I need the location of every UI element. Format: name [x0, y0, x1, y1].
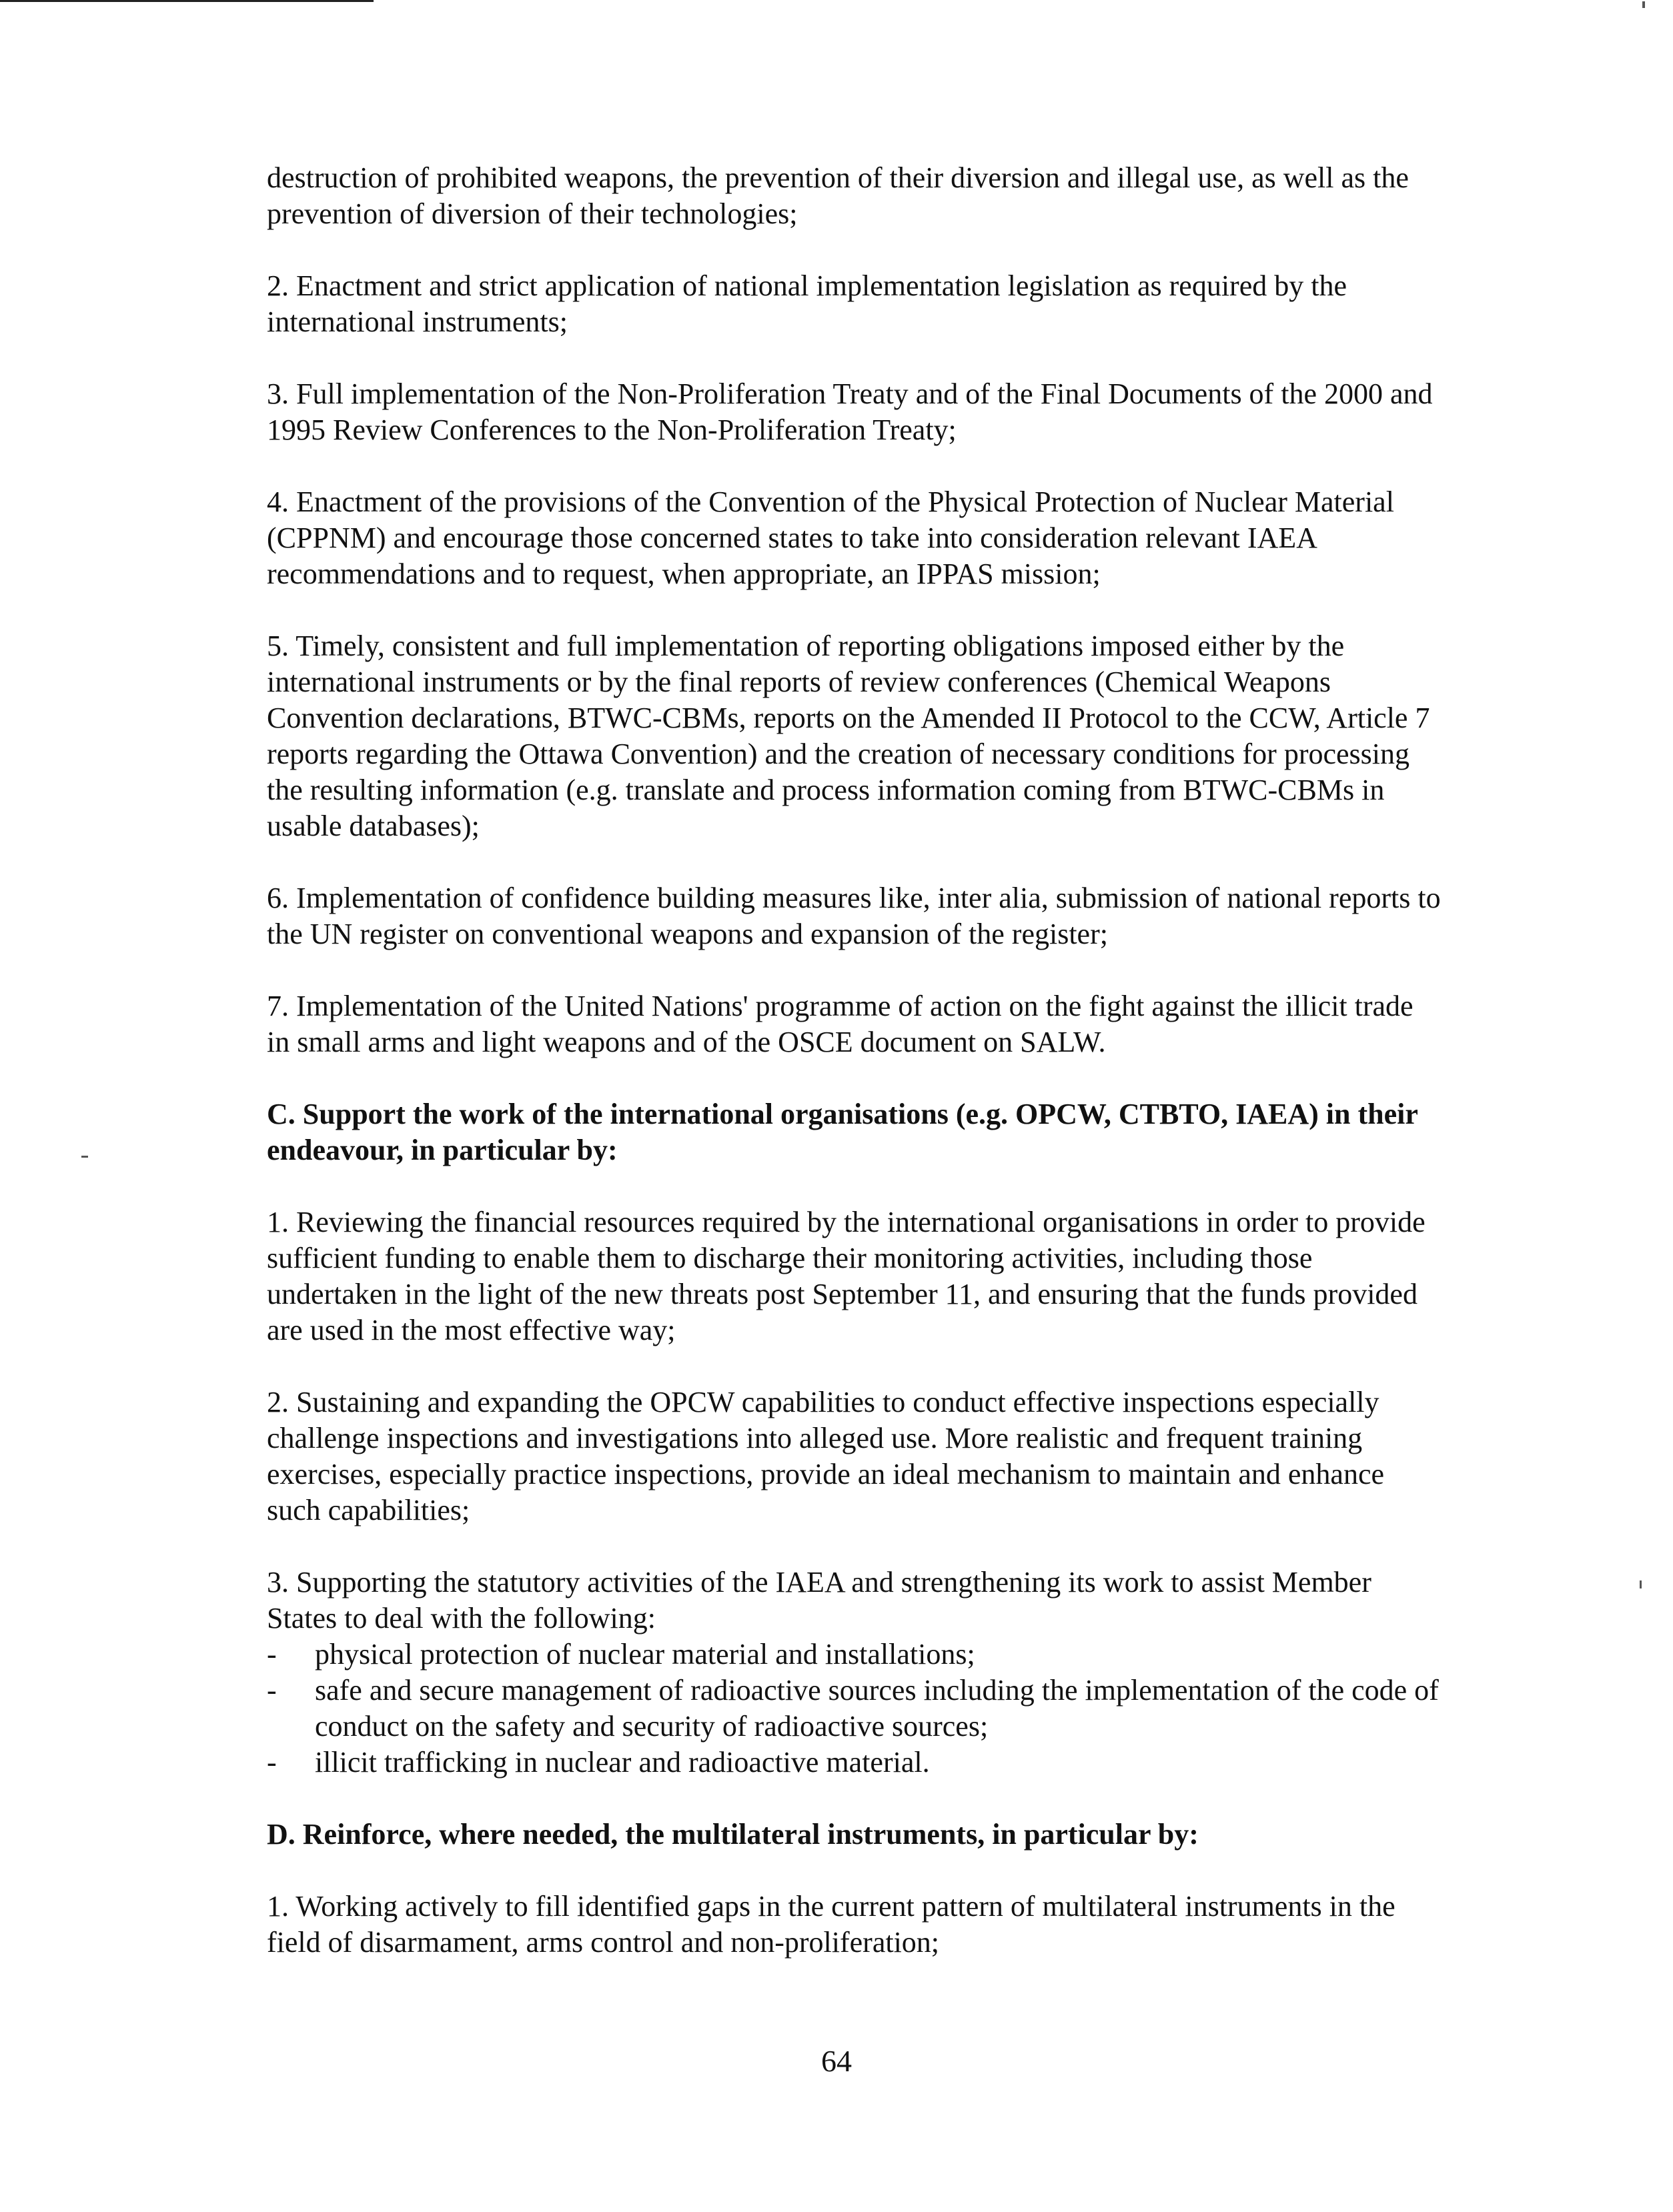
list-item-text: physical protection of nuclear material and installations; [315, 1638, 975, 1671]
list-item-text: illicit trafficking in nuclear and radioactive material. [315, 1746, 930, 1779]
paragraph-b7: 7. Implementation of the United Nations' programme of action on the fight against the illicit trade in small arms and light weapons and of the OSCE document on SALW. [267, 990, 1414, 1058]
paragraph-d1: 1. Working actively to fill identified gaps in the current pattern of multilateral instruments in the field of disarmament, arms control and non-proliferation; [267, 1890, 1396, 1959]
scan-speck [1640, 1580, 1642, 1588]
paragraph-b4: 4. Enactment of the provisions of the Convention of the Physical Protection of Nuclear Material (CPPNM) and encourage those concerned states to take into consideration relevant IAEA recommendations and to request, when appropriate, an IPPAS mission; [267, 485, 1394, 590]
paragraph-b2: 2. Enactment and strict application of national implementation legislation as required by the international instruments; [267, 269, 1347, 338]
list-item [267, 1636, 1441, 1673]
scan-edge-mark [0, 0, 374, 2]
paragraph-b3: 3. Full implementation of the Non-Proliferation Treaty and of the Final Documents of the 2000 and 1995 Review Conferences to the Non-Proliferation Treaty; [267, 377, 1433, 446]
paragraph-c3: 3. Supporting the statutory activities of the IAEA and strengthening its work to assist Member States to deal with the following: [267, 1566, 1371, 1634]
paragraph-c2: 2. Sustaining and expanding the OPCW capabilities to conduct effective inspections especially challenge inspections and investigations into alleged use. More realistic and frequent training exercises, especially practice inspections, provide an ideal mechanism to maintain and enhance such capabilities; [267, 1386, 1385, 1526]
list-item [267, 1745, 1441, 1781]
section-heading-c: C. Support the work of the international organisations (e.g. OPCW, CTBTO, IAEA) in their endeavour, in particular by: [267, 1098, 1418, 1166]
dash-bullet: - [267, 1638, 277, 1671]
page-number: 64 [821, 2044, 852, 2078]
list-item [267, 1673, 1441, 1745]
dash-bullet: - [267, 1746, 277, 1779]
paragraph-c1: 1. Reviewing the financial resources required by the international organisations in order to provide sufficient funding to enable them to discharge their monitoring activities, including those undertaken in the light of the new threats post September 11, and ensuring that the funds provided are used in the most effective way; [267, 1206, 1426, 1346]
paragraph-continuation: destruction of prohibited weapons, the prevention of their diversion and illegal use, as well as the prevention of diversion of their technologies; [267, 161, 1409, 230]
page-body [267, 160, 1441, 1997]
dash-bullet: - [267, 1674, 277, 1707]
bullet-list-c3 [267, 1636, 1441, 1781]
scan-speck [1642, 1, 1645, 8]
scan-speck [81, 1156, 88, 1158]
paragraph-b5: 5. Timely, consistent and full implementation of reporting obligations imposed either by the international instruments or by the final reports of review conferences (Chemical Weapons Convention declarations, BTWC-CBMs, reports on the Amended II Protocol to the CCW, Article 7 reports regarding the Ottawa Convention) and the creation of necessary conditions for processing the resulting information (e.g. translate and process information coming from BTWC-CBMs in usable databases); [267, 630, 1430, 842]
list-item-text: safe and secure management of radioactive sources including the implementation of the code of conduct on the safety and security of radioactive sources; [315, 1674, 1439, 1743]
section-heading-d: D. Reinforce, where needed, the multilateral instruments, in particular by: [267, 1818, 1199, 1851]
paragraph-b6: 6. Implementation of confidence building measures like, inter alia, submission of national reports to the UN register on conventional weapons and expansion of the register; [267, 882, 1441, 950]
